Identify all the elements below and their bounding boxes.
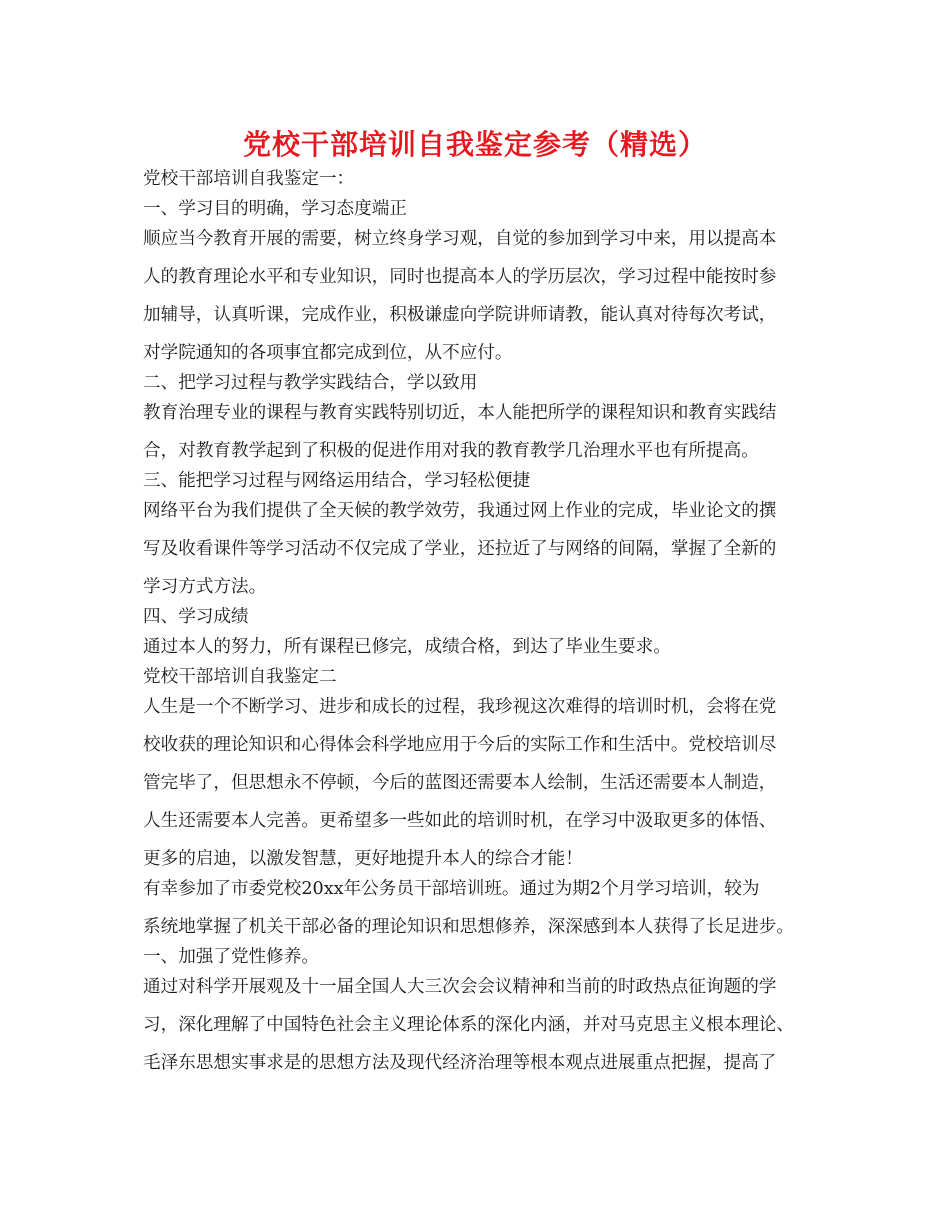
- paragraph-line: 合，对教育教学起到了积极的促进作用对我的教育教学几治理水平也有所提高。: [143, 441, 759, 461]
- paragraph-line: 教育治理专业的课程与教育实践特别切近，本人能把所学的课程知识和教育实践结: [143, 403, 777, 423]
- paragraph-line: 对学院通知的各项事宜都完成到位，从不应付。: [143, 343, 513, 363]
- section-heading: 党校干部培训自我鉴定二: [143, 667, 337, 687]
- paragraph-line: 更多的启迪，以激发智慧，更好地提升本人的综合才能！: [143, 849, 583, 869]
- subsection-heading: 一、加强了党性修养。: [143, 947, 319, 967]
- paragraph-line: 管完毕了，但思想永不停顿，今后的蓝图还需要本人绘制，生活还需要本人制造，: [143, 773, 777, 793]
- paragraph-line: 顺应当今教育开展的需要，树立终身学习观，自觉的参加到学习中来，用以提高本: [143, 229, 777, 249]
- document-body: [143, 164, 833, 1078]
- subsection-heading: 一、学习目的明确，学习态度端正: [143, 199, 407, 219]
- section-heading: 党校干部培训自我鉴定一：: [143, 169, 355, 189]
- paragraph-line: 网络平台为我们提供了全天候的教学效劳，我通过网上作业的完成，毕业论文的撰: [143, 501, 777, 521]
- paragraph-line: 学习方式方法。: [143, 577, 267, 597]
- paragraph-line: 人的教育理论水平和专业知识，同时也提高本人的学历层次，学习过程中能按时参: [143, 267, 777, 287]
- paragraph-line: 习，深化理解了中国特色社会主义理论体系的深化内涵，并对马克思主义根本理论、: [143, 1015, 794, 1035]
- paragraph-line: 加辅导，认真听课，完成作业，积极谦虚向学院讲师请教，能认真对待每次考试，: [143, 305, 777, 325]
- document-title: 党校干部培训自我鉴定参考（精选）: [242, 128, 707, 161]
- paragraph-line: 人生还需要本人完善。更希望多一些如此的培训时机，在学习中汲取更多的体悟、: [143, 811, 777, 831]
- subsection-heading: 三、能把学习过程与网络运用结合，学习轻松便捷: [143, 471, 531, 491]
- paragraph-line: 系统地掌握了机关干部必备的理论知识和思想修养，深深感到本人获得了长足进步。: [143, 917, 794, 937]
- subsection-heading: 二、把学习过程与教学实践结合，学以致用: [143, 373, 478, 393]
- paragraph-line: 写及收看课件等学习活动不仅完成了学业，还拉近了与网络的间隔，掌握了全新的: [143, 539, 777, 559]
- paragraph-line: 通过对科学开展观及十一届全国人大三次会会议精神和当前的时政热点征询题的学: [143, 977, 777, 997]
- paragraph-line: 有幸参加了市委党校20xx年公务员干部培训班。通过为期2个月学习培训，较为: [143, 879, 760, 899]
- paragraph-line: 人生是一个不断学习、进步和成长的过程，我珍视这次难得的培训时机，会将在党: [143, 697, 777, 717]
- subsection-heading: 四、学习成绩: [143, 607, 249, 627]
- paragraph-line: 毛泽东思想实事求是的思想方法及现代经济治理等根本观点进展重点把握，提高了: [143, 1053, 777, 1073]
- paragraph-line: 校收获的理论知识和心得体会科学地应用于今后的实际工作和生活中。党校培训尽: [143, 735, 777, 755]
- paragraph-line: 通过本人的努力，所有课程已修完，成绩合格，到达了毕业生要求。: [143, 637, 671, 657]
